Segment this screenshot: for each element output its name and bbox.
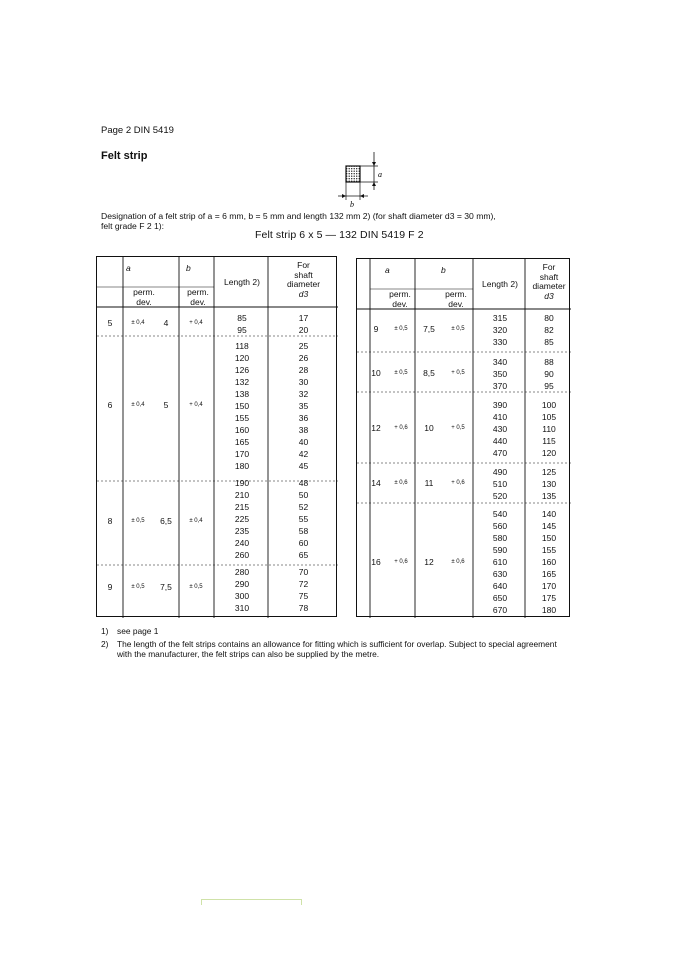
b-cell: 11	[424, 478, 434, 488]
b-cell: 7,5	[423, 324, 435, 334]
length-cell: 340	[492, 357, 508, 367]
diameter-cell: 42	[298, 449, 309, 459]
length-cell: 430	[492, 424, 508, 434]
length-cell: 330	[492, 337, 508, 347]
designation-line-2: felt grade F 2 1):	[101, 221, 165, 231]
length-cell: 310	[234, 603, 250, 613]
header-b-perm-dev: perm. dev.	[187, 287, 209, 307]
felt-strip-table-left	[96, 256, 337, 617]
length-cell: 235	[234, 526, 250, 536]
diameter-cell: 35	[298, 401, 309, 411]
felt-strip-cross-section-diagram	[338, 150, 388, 208]
length-cell: 240	[234, 538, 250, 548]
a-cell: 12	[371, 423, 381, 433]
length-cell: 138	[234, 389, 250, 399]
header-shaft-diameter: For shaft diameter d3	[286, 260, 321, 299]
diameter-cell: 145	[541, 521, 557, 531]
diameter-cell: 20	[298, 325, 309, 335]
length-cell: 520	[492, 491, 508, 501]
diameter-cell: 78	[298, 603, 309, 613]
diameter-cell: 70	[298, 567, 309, 577]
length-cell: 410	[492, 412, 508, 422]
diameter-cell: 82	[544, 325, 554, 335]
a-cell: 14	[371, 478, 381, 488]
header-b-perm-dev: perm. dev.	[445, 289, 467, 309]
section-title: Felt strip	[101, 150, 148, 162]
length-cell: 440	[492, 436, 508, 446]
a-dev-cell: ± 0,6	[394, 480, 408, 486]
diameter-cell: 65	[298, 550, 309, 560]
b-dev-cell: ± 0,5	[189, 584, 203, 590]
length-cell: 160	[234, 425, 250, 435]
header-length: Length 2)	[224, 277, 260, 287]
length-cell: 610	[492, 557, 508, 567]
diameter-cell: 88	[544, 357, 554, 367]
diameter-cell: 165	[541, 569, 557, 579]
diameter-cell: 17	[298, 313, 309, 323]
b-dev-cell: + 0,4	[189, 320, 203, 326]
header-a-perm-dev: perm. dev.	[389, 289, 411, 309]
length-cell: 85	[237, 313, 247, 323]
diameter-cell: 155	[541, 545, 557, 555]
a-cell: 5	[107, 318, 113, 328]
length-cell: 315	[492, 313, 508, 323]
length-cell: 132	[234, 377, 250, 387]
diameter-cell: 160	[541, 557, 557, 567]
diameter-cell: 30	[298, 377, 309, 387]
diameter-cell: 115	[542, 436, 556, 446]
a-dev-cell: ± 0,4	[131, 320, 145, 326]
b-dev-cell: + 0,4	[189, 402, 203, 408]
footnote-number: 1)	[101, 626, 109, 636]
designation-line-1: Designation of a felt strip of a = 6 mm, b = 5 mm and length 132 mm 2) (for shaft diameter d3 = 30 mm),	[101, 211, 496, 221]
diameter-cell: 170	[541, 581, 557, 591]
length-cell: 155	[234, 413, 250, 423]
footnotes	[101, 626, 571, 662]
header-a: a	[385, 265, 390, 275]
diameter-cell: 135	[541, 491, 557, 501]
length-cell: 290	[234, 579, 250, 589]
length-cell: 120	[234, 353, 250, 363]
diameter-cell: 95	[544, 381, 554, 391]
designation-example: Felt strip 6 x 5 — 132 DIN 5419 F 2	[255, 229, 424, 241]
a-cell: 9	[373, 324, 379, 334]
diameter-cell: 45	[298, 461, 309, 471]
footnote-number: 2)	[101, 638, 109, 649]
length-cell: 170	[234, 449, 250, 459]
diameter-cell: 48	[298, 478, 309, 488]
diameter-cell: 120	[541, 448, 557, 458]
diameter-cell: 180	[541, 605, 557, 615]
a-dev-cell: ± 0,5	[394, 370, 408, 376]
diameter-cell: 130	[541, 479, 557, 489]
diameter-cell: 100	[541, 400, 557, 410]
diameter-cell: 26	[298, 353, 309, 363]
b-cell: 7,5	[160, 582, 172, 592]
length-cell: 490	[492, 467, 508, 477]
header-b: b	[441, 265, 446, 275]
length-cell: 300	[234, 591, 250, 601]
diameter-cell: 75	[298, 591, 309, 601]
diameter-cell: 32	[298, 389, 309, 399]
diameter-cell: 36	[298, 413, 309, 423]
footnote-2	[101, 639, 571, 660]
footnote-1	[101, 626, 571, 637]
length-cell: 350	[492, 369, 508, 379]
diameter-cell: 55	[298, 514, 309, 524]
length-cell: 470	[492, 448, 508, 458]
length-cell: 590	[492, 545, 508, 555]
b-cell: 6,5	[160, 516, 172, 526]
page-header: Page 2 DIN 5419	[101, 125, 174, 136]
b-dev-cell: + 0,6	[451, 480, 465, 486]
diameter-cell: 52	[298, 502, 309, 512]
a-cell: 16	[371, 557, 381, 567]
footnote-text: The length of the felt strips contains an allowance for fitting which is sufficient for overlap. Subject to special agreement with the manufacturer, the felt strips can also be supplied by the metre.	[117, 638, 557, 659]
diameter-cell: 38	[298, 425, 309, 435]
footnote-text: see page 1	[117, 626, 159, 636]
length-cell: 165	[234, 437, 250, 447]
diameter-cell: 50	[298, 490, 309, 500]
diameter-cell: 72	[298, 579, 309, 589]
b-dev-cell: ± 0,4	[189, 518, 203, 524]
diameter-cell: 175	[541, 593, 557, 603]
length-cell: 126	[234, 365, 250, 375]
length-cell: 320	[492, 325, 508, 335]
length-cell: 540	[492, 509, 508, 519]
felt-strip-table-right	[356, 258, 570, 617]
diameter-cell: 140	[541, 509, 557, 519]
a-cell: 8	[107, 516, 113, 526]
length-cell: 260	[234, 550, 250, 560]
length-cell: 560	[492, 521, 508, 531]
length-cell: 215	[234, 502, 250, 512]
b-dev-cell: + 0,5	[451, 370, 465, 376]
a-dev-cell: + 0,6	[394, 559, 408, 565]
a-dev-cell: ± 0,5	[131, 584, 145, 590]
diameter-cell: 150	[541, 533, 557, 543]
designation-text	[101, 211, 571, 231]
a-dev-cell: ± 0,5	[394, 326, 408, 332]
diameter-cell: 85	[544, 337, 554, 347]
diameter-cell: 105	[541, 412, 557, 422]
length-cell: 670	[492, 605, 508, 615]
header-b: b	[186, 263, 191, 273]
diameter-cell: 58	[298, 526, 309, 536]
a-dev-cell: ± 0,4	[131, 402, 145, 408]
length-cell: 150	[234, 401, 250, 411]
label-b: b	[350, 200, 354, 208]
label-a: a	[378, 170, 382, 179]
b-dev-cell: ± 0,5	[451, 326, 465, 332]
diameter-cell: 40	[298, 437, 309, 447]
a-cell: 6	[107, 400, 113, 410]
length-cell: 630	[492, 569, 508, 579]
b-cell: 5	[163, 400, 169, 410]
length-cell: 95	[237, 325, 247, 335]
a-cell: 10	[371, 368, 381, 378]
length-cell: 180	[234, 461, 250, 471]
scan-mark	[201, 899, 302, 905]
diameter-cell: 80	[544, 313, 554, 323]
b-cell: 12	[424, 557, 434, 567]
length-cell: 580	[492, 533, 508, 543]
b-cell: 4	[163, 318, 169, 328]
length-cell: 225	[234, 514, 250, 524]
b-dev-cell: ± 0,6	[451, 559, 465, 565]
length-cell: 210	[234, 490, 250, 500]
diameter-cell: 90	[544, 369, 554, 379]
length-cell: 118	[235, 341, 249, 351]
diameter-cell: 110	[542, 424, 556, 434]
a-cell: 9	[107, 582, 113, 592]
header-a-perm-dev: perm. dev.	[133, 287, 155, 307]
diameter-cell: 125	[541, 467, 557, 477]
length-cell: 280	[234, 567, 250, 577]
length-cell: 390	[492, 400, 508, 410]
length-cell: 640	[492, 581, 508, 591]
b-cell: 8,5	[423, 368, 435, 378]
a-dev-cell: + 0,6	[394, 425, 408, 431]
header-length: Length 2)	[482, 279, 518, 289]
header-a: a	[126, 263, 131, 273]
b-cell: 10	[424, 423, 434, 433]
diameter-cell: 25	[298, 341, 309, 351]
length-cell: 370	[492, 381, 508, 391]
diameter-cell: 60	[298, 538, 309, 548]
length-cell: 190	[234, 478, 250, 488]
a-dev-cell: ± 0,5	[131, 518, 145, 524]
header-shaft-diameter: For shaft diameter d3	[532, 262, 566, 301]
length-cell: 650	[492, 593, 508, 603]
diameter-cell: 28	[298, 365, 309, 375]
b-dev-cell: + 0,5	[451, 425, 465, 431]
length-cell: 510	[492, 479, 508, 489]
